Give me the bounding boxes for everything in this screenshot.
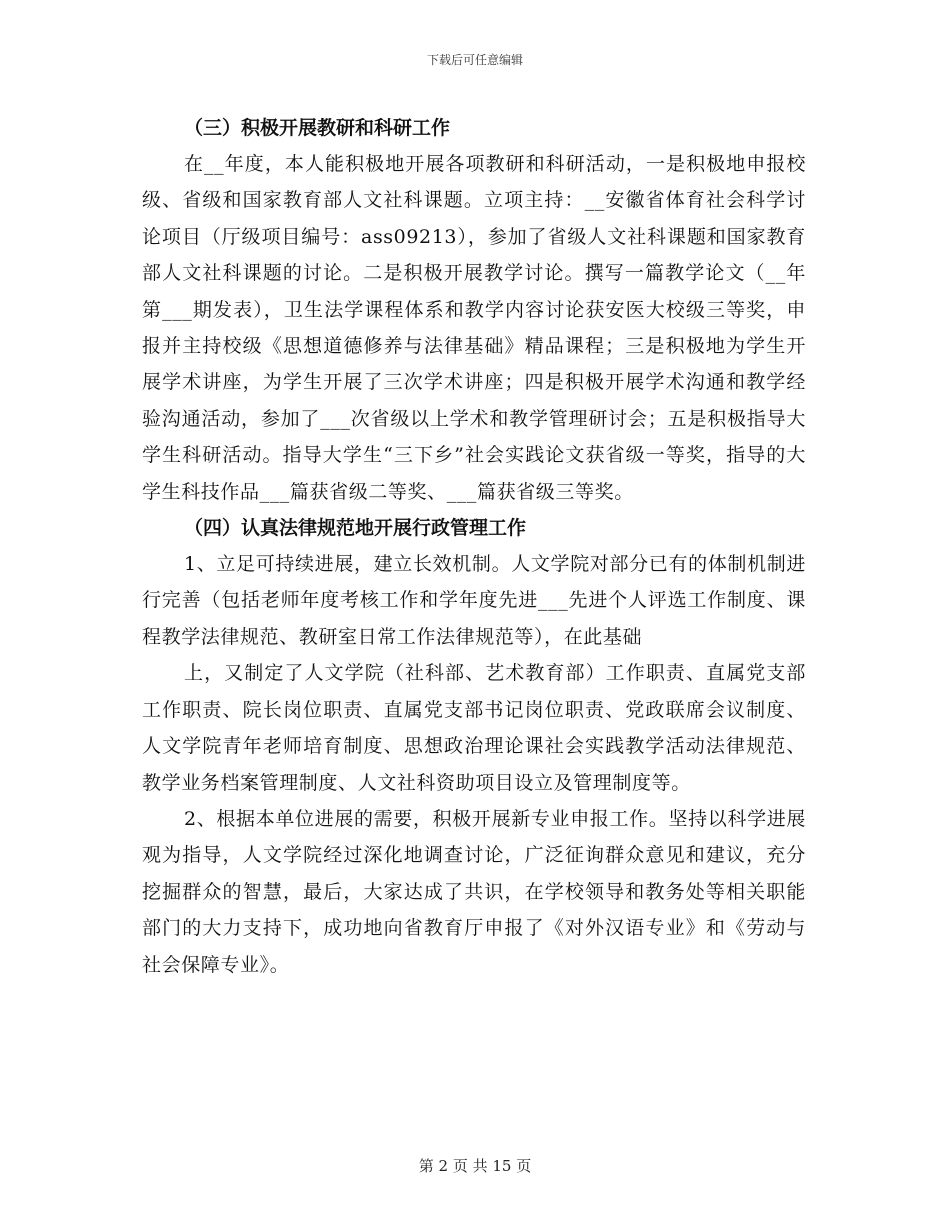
paragraph-mechanism-cont: 上，又制定了人文学院（社科部、艺术教育部）工作职责、直属党支部工作职责、院长岗位职责、直属党支部书记岗位职责、党政联席会议制度、人文学院青年老师培育制度、思想政治理论课社会实践教学活动法律规范、教学业务档案管理制度、人文社科资助项目设立及管理制度等。	[142, 662, 806, 794]
paragraph-research: 在__年度，本人能积极地开展各项教研和科研活动，一是积极地申报校级、省级和国家教育部人文社科课题。立项主持：__安徽省体育社会科学讨论项目（厅级项目编号：ass09213），参加了省级人文社科课题和国家教育部人文社科课题的讨论。二是积极开展教学讨论。撰写一篇教学论文（__年第___期发表），卫生法学课程体系和教学内容讨论获安医大校级三等奖，申报并主持校级《思想道德修养与法律基础》精品课程；三是积极地为学生开展学术讲座，为学生开展了三次学术讲座；四是积极开展学术沟通和教学经验沟通活动，参加了___次省级以上学术和教学管理研讨会；五是积极指导大学生科研活动。指导大学生“三下乡”社会实践论文获省级一等奖，指导的大学生科技作品___篇获省级二等奖、___篇获省级三等奖。	[142, 153, 806, 503]
paragraph-mechanism: 1、立足可持续进展，建立长效机制。人文学院对部分已有的体制机制进行完善（包括老师年度考核工作和学年度先进___先进个人评选工作制度、课程教学法律规范、教研室日常工作法律规范等），在此基础	[142, 553, 806, 648]
section-heading-3: （三）积极开展教研和科研工作	[184, 117, 451, 139]
page-header: 下载后可任意编辑	[426, 53, 523, 67]
section-heading-4: （四）认真法律规范地开展行政管理工作	[184, 517, 527, 540]
document-body	[142, 110, 806, 983]
page-number: 第 2 页 共 15 页	[418, 1157, 532, 1175]
paragraph-new-major: 2、根据本单位进展的需要，积极开展新专业申报工作。坚持以科学进展观为指导，人文学院经过深化地调查讨论，广泛征询群众意见和建议，充分挖掘群众的智慧，最后，大家达成了共识，在学校领导和教务处等相关职能部门的大力支持下，成功地向省教育厅申报了《对外汉语专业》和《劳动与社会保障专业》。	[142, 807, 806, 976]
